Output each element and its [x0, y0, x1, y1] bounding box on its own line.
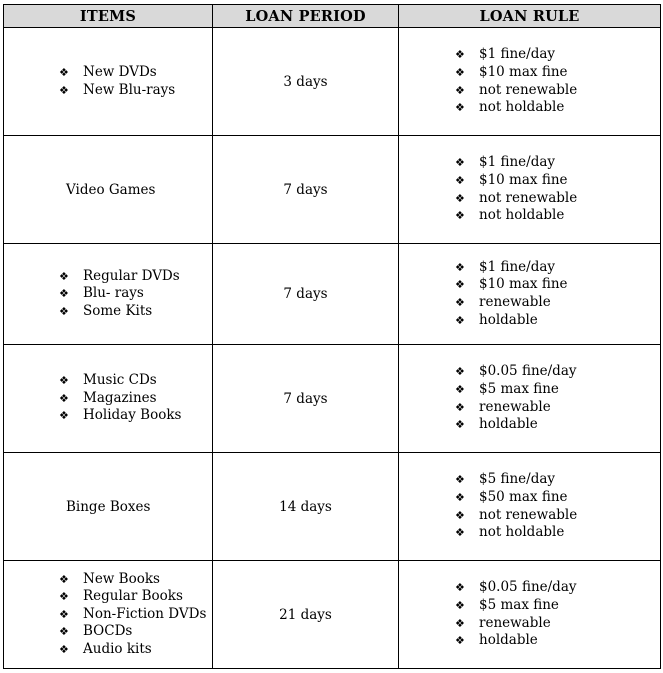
item-entry	[59, 303, 212, 321]
item-entry-text: Music CDs	[83, 372, 157, 389]
item-entry	[59, 285, 212, 303]
header-items: ITEMS	[4, 5, 213, 28]
loan-period-cell: 7 days	[213, 345, 399, 453]
rule-entry-text: holdable	[479, 416, 538, 433]
rule-entry-text: not holdable	[479, 99, 565, 116]
rule-entry-list	[399, 259, 660, 329]
item-entry	[59, 641, 212, 659]
rule-entry-text: $1 fine/day	[479, 46, 556, 63]
loan-period-cell: 21 days	[213, 561, 399, 669]
four-diamond-bullet-icon: ❖	[455, 296, 465, 309]
rule-entry-list	[399, 363, 660, 433]
rule-entry-text: renewable	[479, 294, 551, 310]
rule-entry	[455, 190, 660, 208]
four-diamond-bullet-icon: ❖	[455, 260, 465, 274]
rule-entry	[455, 259, 660, 277]
four-diamond-bullet-icon: ❖	[59, 304, 69, 318]
item-entry-text: New Books	[83, 570, 160, 587]
table-row	[4, 453, 661, 561]
rule-entry-text: $1 fine/day	[479, 258, 556, 275]
table-row	[4, 136, 661, 244]
item-entry-text: Regular Books	[83, 588, 183, 605]
rule-entry-text: not renewable	[479, 81, 578, 98]
rule-entry-text: not holdable	[479, 524, 565, 541]
item-entry-text: BOCDs	[83, 623, 133, 640]
four-diamond-bullet-icon: ❖	[59, 269, 69, 283]
header-row	[4, 5, 661, 28]
table-row	[4, 28, 661, 136]
loan-rules-table	[3, 4, 661, 669]
rule-entry	[455, 579, 660, 597]
item-entry-text: New Blu-rays	[83, 81, 176, 98]
rule-entry	[455, 64, 660, 82]
rule-entry	[455, 46, 660, 64]
rule-entry	[455, 154, 660, 172]
item-entry-list	[4, 268, 212, 321]
rule-entry-text: $10 max fine	[479, 63, 568, 80]
four-diamond-bullet-icon: ❖	[455, 508, 465, 522]
rule-entry	[455, 82, 660, 100]
four-diamond-bullet-icon: ❖	[59, 83, 69, 97]
four-diamond-bullet-icon: ❖	[455, 313, 465, 327]
table-row	[4, 345, 661, 453]
four-diamond-bullet-icon: ❖	[455, 278, 465, 292]
rule-entry-list	[399, 579, 660, 649]
four-diamond-bullet-icon: ❖	[455, 598, 465, 612]
rule-entry	[455, 507, 660, 525]
rule-entry-text: $5 max fine	[479, 596, 559, 613]
rule-entry	[455, 524, 660, 542]
item-entry	[59, 407, 212, 425]
four-diamond-bullet-icon: ❖	[455, 490, 465, 504]
four-diamond-bullet-icon: ❖	[455, 191, 465, 205]
four-diamond-bullet-icon: ❖	[455, 48, 465, 62]
rule-entry-text: not renewable	[479, 506, 578, 523]
item-entry	[59, 571, 212, 589]
rule-entry-text: not renewable	[479, 189, 578, 206]
item-entry-text: Magazines	[83, 389, 157, 406]
rule-entry	[455, 294, 660, 312]
four-diamond-bullet-icon: ❖	[455, 526, 465, 540]
rule-entry	[455, 632, 660, 650]
rule-entry	[455, 489, 660, 507]
loan-rule-cell	[399, 561, 661, 669]
four-diamond-bullet-icon: ❖	[59, 642, 69, 656]
rule-entry	[455, 363, 660, 381]
item-entry-text: Some Kits	[83, 302, 153, 319]
item-entry	[59, 82, 212, 100]
rule-entry-text: $50 max fine	[479, 488, 568, 505]
table-row	[4, 561, 661, 669]
item-entry	[59, 606, 212, 624]
rule-entry-text: renewable	[479, 398, 551, 415]
rule-entry-text: $1 fine/day	[479, 154, 556, 171]
four-diamond-bullet-icon: ❖	[455, 616, 465, 630]
rule-entry	[455, 172, 660, 190]
four-diamond-bullet-icon: ❖	[59, 374, 69, 388]
items-cell	[4, 244, 213, 345]
rule-entry	[455, 416, 660, 434]
rule-entry-text: holdable	[479, 632, 538, 649]
item-entry-text: Blu- rays	[83, 285, 144, 302]
item-entry-list	[4, 571, 212, 659]
item-entry-text: Video Games	[66, 181, 156, 198]
rule-entry	[455, 99, 660, 117]
four-diamond-bullet-icon: ❖	[59, 607, 69, 621]
four-diamond-bullet-icon: ❖	[59, 572, 69, 586]
item-entry-text: Audio kits	[83, 640, 152, 657]
four-diamond-bullet-icon: ❖	[59, 391, 69, 405]
four-diamond-bullet-icon: ❖	[455, 400, 465, 414]
rule-entry	[455, 312, 660, 330]
loan-period-cell: 3 days	[213, 28, 399, 136]
header-loan-rule: LOAN RULE	[399, 5, 661, 28]
item-entry	[59, 372, 212, 390]
four-diamond-bullet-icon: ❖	[455, 418, 465, 432]
four-diamond-bullet-icon: ❖	[59, 409, 69, 423]
rule-entry	[455, 399, 660, 417]
item-entry	[59, 588, 212, 606]
item-entry-list	[4, 372, 212, 425]
rule-entry	[455, 381, 660, 399]
items-cell	[4, 561, 213, 669]
loan-rule-cell	[399, 136, 661, 244]
item-entry-text: Binge Boxes	[66, 498, 151, 515]
rule-entry-list	[399, 471, 660, 541]
four-diamond-bullet-icon: ❖	[59, 590, 69, 604]
loan-period-cell: 7 days	[213, 244, 399, 345]
rule-entry-text: $5 fine/day	[479, 471, 556, 488]
items-cell	[4, 28, 213, 136]
four-diamond-bullet-icon: ❖	[455, 365, 465, 379]
four-diamond-bullet-icon: ❖	[455, 634, 465, 648]
four-diamond-bullet-icon: ❖	[455, 382, 465, 396]
table-row	[4, 244, 661, 345]
four-diamond-bullet-icon: ❖	[455, 101, 465, 115]
rule-entry-text: $10 max fine	[479, 171, 568, 188]
loan-period-cell: 7 days	[213, 136, 399, 244]
loan-period-cell: 14 days	[213, 453, 399, 561]
item-entry-text: Non-Fiction DVDs	[83, 605, 207, 622]
loan-rule-cell	[399, 453, 661, 561]
rule-entry	[455, 615, 660, 633]
item-entry	[59, 268, 212, 286]
rule-entry-text: $0.05 fine/day	[479, 363, 577, 380]
four-diamond-bullet-icon: ❖	[455, 65, 465, 79]
rule-entry-text: holdable	[479, 311, 538, 328]
four-diamond-bullet-icon: ❖	[59, 65, 69, 79]
rule-entry	[455, 207, 660, 225]
item-entry	[59, 623, 212, 641]
item-entry-list	[4, 64, 212, 99]
header-loan-period: LOAN PERIOD	[213, 5, 399, 28]
loan-rule-cell	[399, 345, 661, 453]
rule-entry-text: renewable	[479, 614, 551, 631]
rule-entry-list	[399, 154, 660, 224]
rule-entry	[455, 597, 660, 615]
item-entry-text: Holiday Books	[83, 407, 182, 424]
item-entry	[59, 390, 212, 408]
four-diamond-bullet-icon: ❖	[455, 473, 465, 487]
loan-rule-cell	[399, 244, 661, 345]
items-cell	[4, 453, 213, 561]
items-cell	[4, 345, 213, 453]
rule-entry-text: not holdable	[479, 207, 565, 224]
four-diamond-bullet-icon: ❖	[455, 209, 465, 223]
items-cell	[4, 136, 213, 244]
rule-entry	[455, 276, 660, 294]
rule-entry-text: $5 max fine	[479, 380, 559, 397]
rule-entry-text: $10 max fine	[479, 276, 568, 293]
item-entry	[59, 64, 212, 82]
rule-entry	[455, 471, 660, 489]
item-entry-text: New DVDs	[83, 63, 157, 80]
rule-entry-list	[399, 46, 660, 116]
four-diamond-bullet-icon: ❖	[455, 83, 465, 97]
four-diamond-bullet-icon: ❖	[455, 581, 465, 595]
four-diamond-bullet-icon: ❖	[455, 173, 465, 187]
four-diamond-bullet-icon: ❖	[455, 156, 465, 170]
four-diamond-bullet-icon: ❖	[59, 625, 69, 639]
four-diamond-bullet-icon: ❖	[59, 287, 69, 301]
item-entry-text: Regular DVDs	[83, 267, 180, 284]
loan-rule-cell	[399, 28, 661, 136]
rule-entry-text: $0.05 fine/day	[479, 579, 577, 596]
